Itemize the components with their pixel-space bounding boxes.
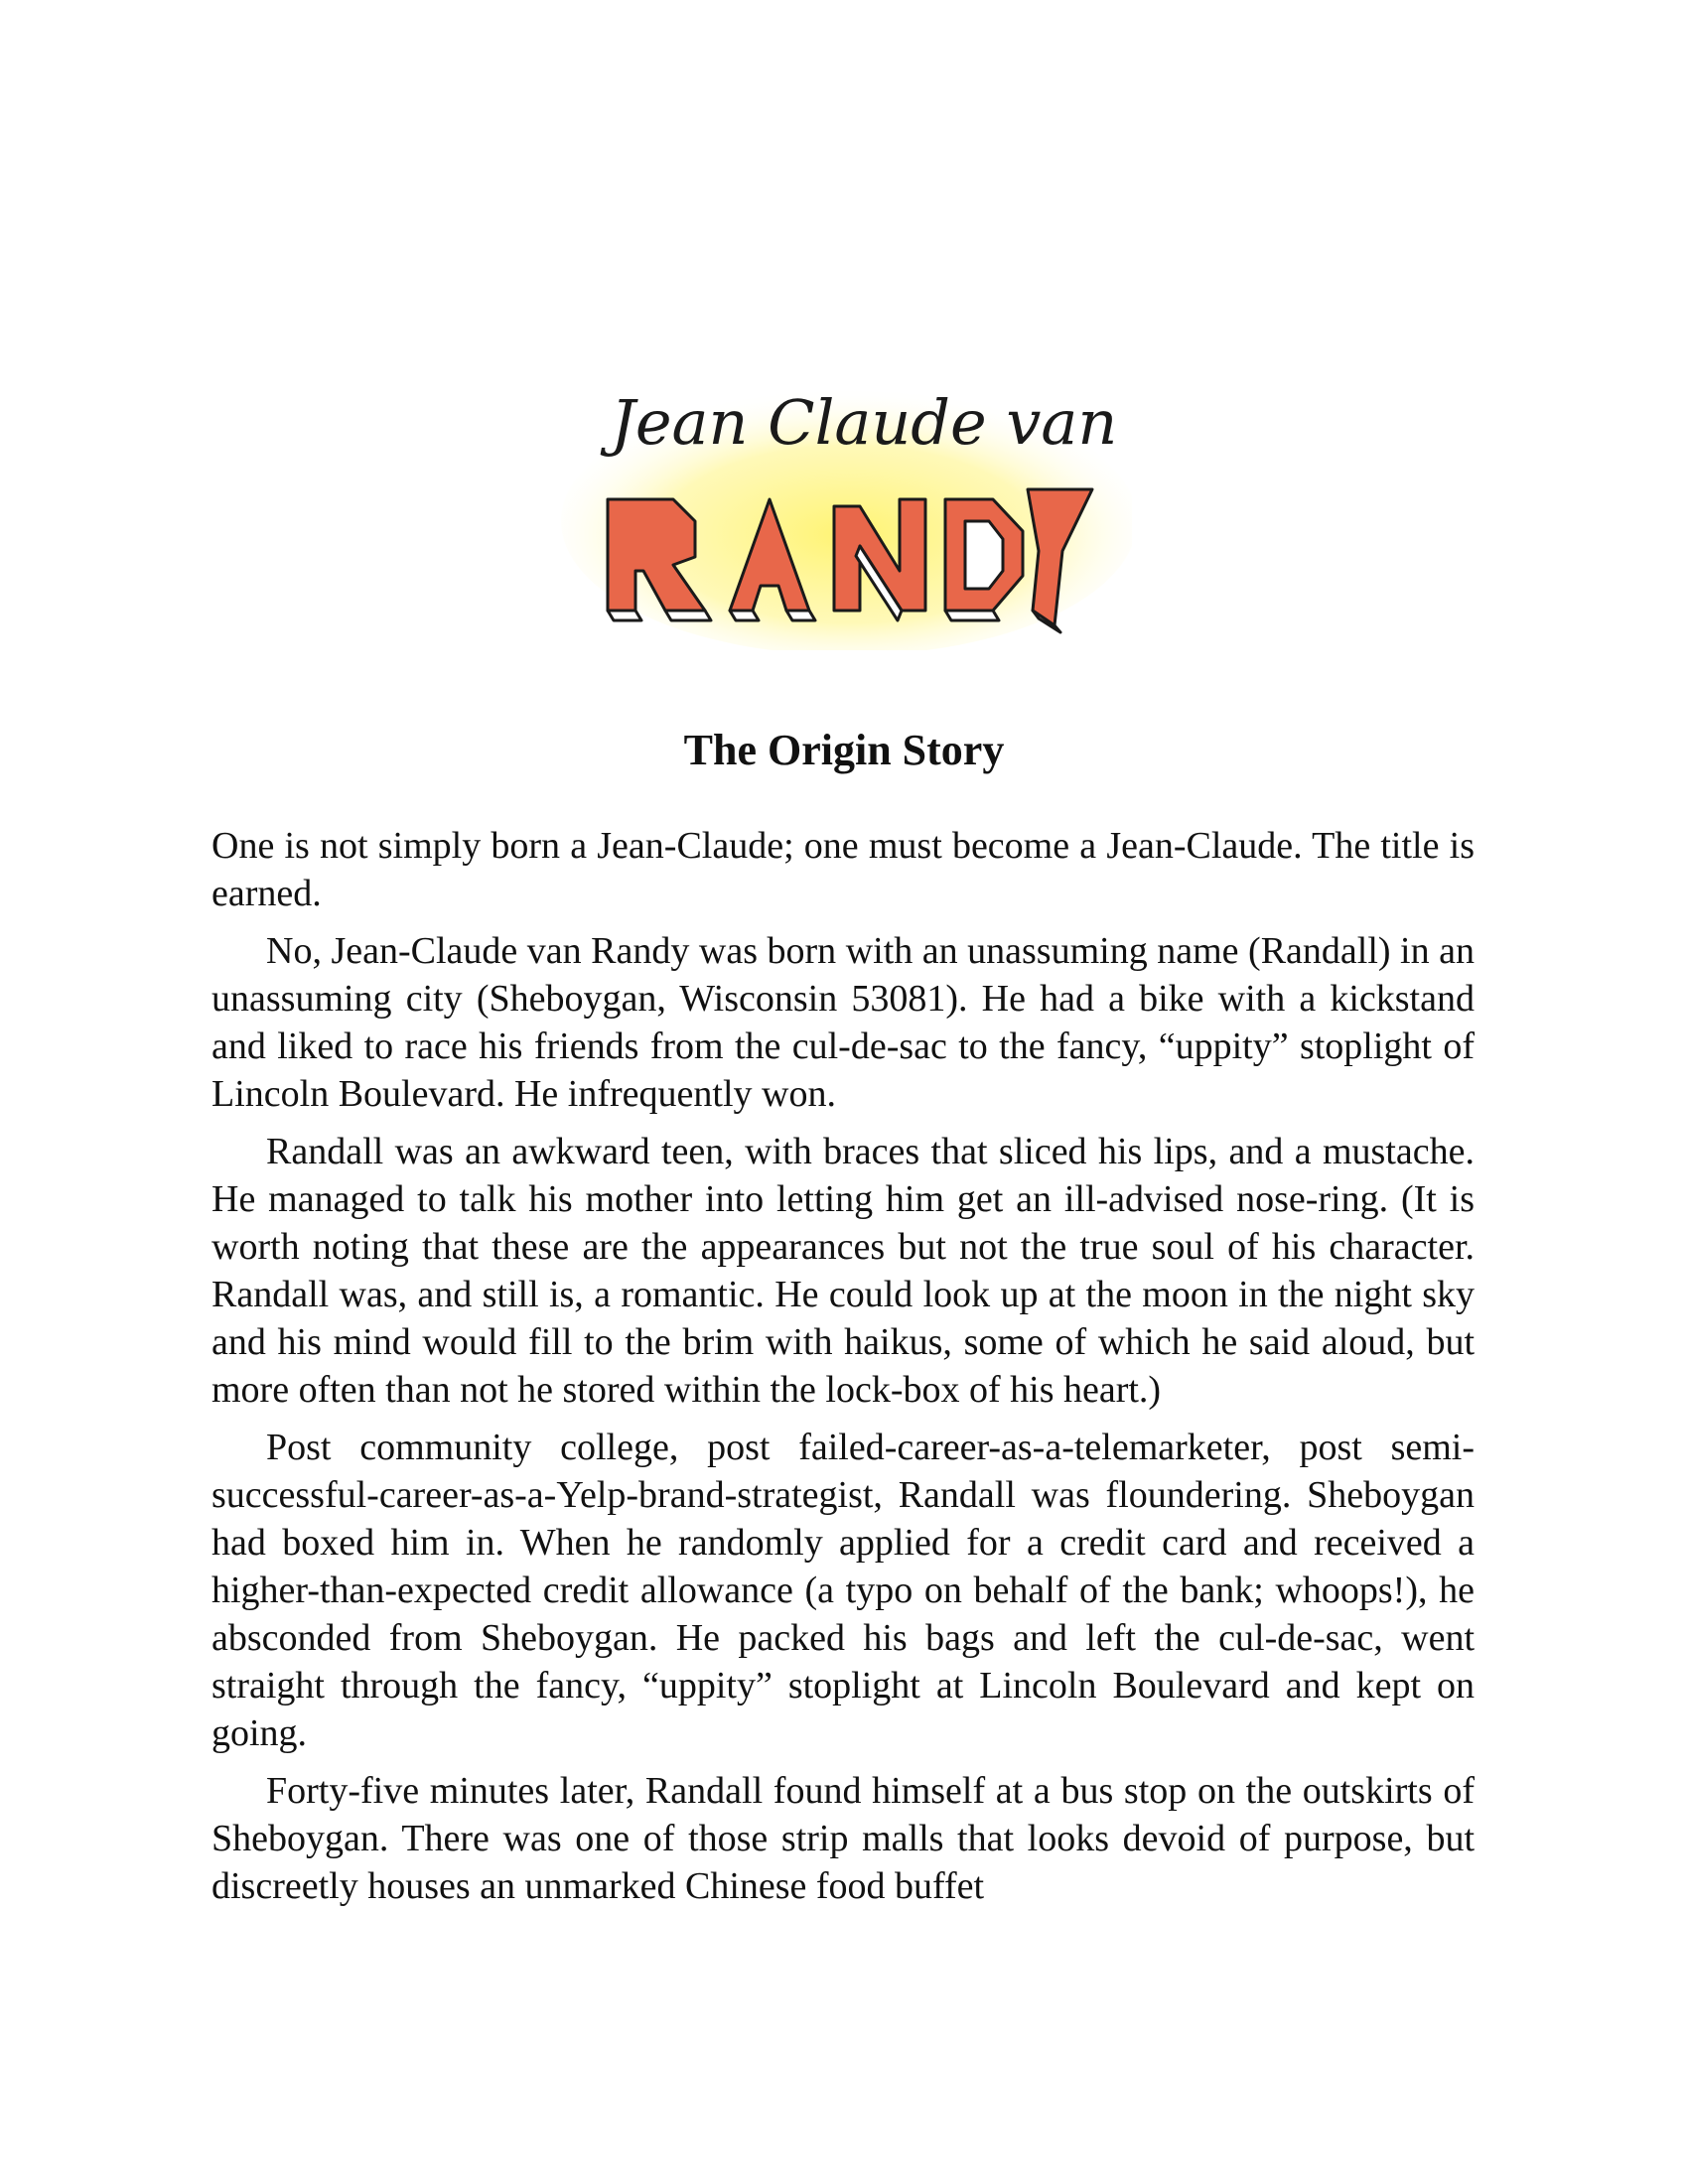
story-paragraph: One is not simply born a Jean-Claude; one must become a Jean-Claude. The title is earned.	[211, 825, 1475, 914]
jean-claude-van-randy-logo	[556, 372, 1132, 650]
story-paragraph: Forty-five minutes later, Randall found himself at a bus stop on the outskirts of Sheboygan. There was one of those strip malls that looks devoid of purpose, but discreetly houses an unmarked Chinese food buffet	[211, 1770, 1475, 1907]
story-paragraph: Post community college, post failed-career-as-a-telemarketer, post semi-successful-career-as-a-Yelp-brand-strategist, Randall was floundering. Sheboygan had boxed him in. When he randomly applied for a credit card and received a higher-than-expected credit allowance (a typo on behalf of the bank; whoops!), he absconded from Sheboygan. He packed his bags and left the cul-de-sac, went straight through the fancy, “uppity” stoplight at Lincoln Boulevard and kept on going.	[211, 1427, 1475, 1754]
story-paragraph: Randall was an awkward teen, with braces that sliced his lips, and a mustache. He managed to talk his mother into letting him get an ill-advised nose-ring. (It is worth noting that these are the appearances but not the true soul of his character. Randall was, and still is, a romantic. He could look up at the moon in the night sky and his mind would fill to the brim with haikus, some of which he said aloud, but more often than not he stored within the lock-box of his heart.)	[211, 1131, 1475, 1411]
story-paragraph: No, Jean-Claude van Randy was born with an unassuming name (Randall) in an unassuming city (Sheboygan, Wisconsin 53081). He had a bike with a kickstand and liked to race his friends from the cul-de-sac to the fancy, “uppity” stoplight of Lincoln Boulevard. He infrequently won.	[211, 930, 1475, 1115]
page-title: The Origin Story	[683, 726, 1005, 774]
story-body	[211, 822, 1475, 1920]
logo-script-text: Jean Claude van	[611, 386, 1118, 459]
